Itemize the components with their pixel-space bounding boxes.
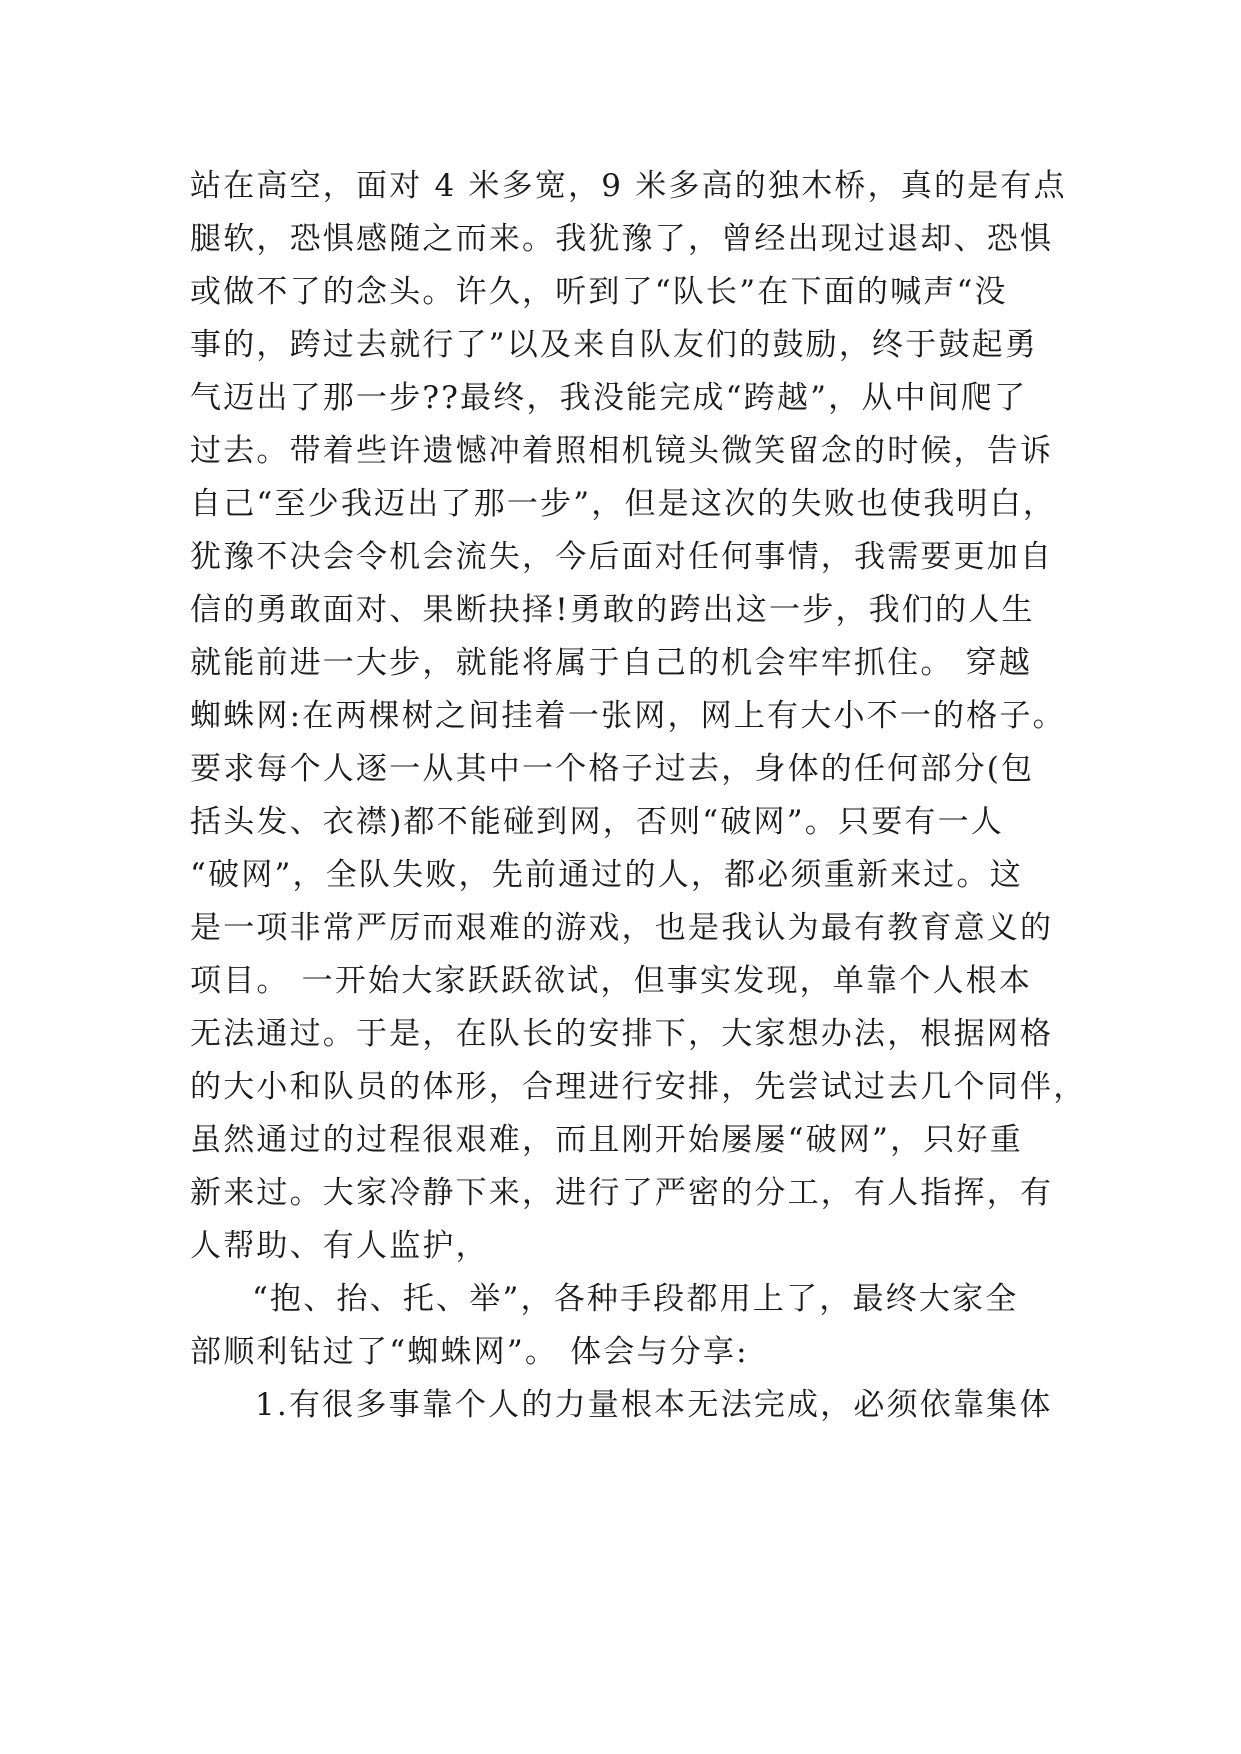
- text-line: 蜘蛛网:在两棵树之间挂着一张网，网上有大小不一的格子。: [190, 698, 1066, 734]
- text-line: 要求每个人逐一从其中一个格子过去，身体的任何部分(包: [190, 751, 1035, 787]
- text-line: 自己“至少我迈出了那一步”，但是这次的失败也使我明白，: [190, 486, 1057, 522]
- body-text: [190, 160, 1087, 1432]
- text-line: 是一项非常严厉而艰难的游戏，也是我认为最有教育意义的: [190, 910, 1054, 946]
- text-line: 信的勇敢面对、果断抉择!勇敢的跨出这一步，我们的人生: [190, 592, 1035, 628]
- text-line: 虽然通过的过程很艰难，而且刚开始屡屡“破网”，只好重: [190, 1122, 1023, 1158]
- text-line: 括头发、衣襟)都不能碰到网，否则“破网”。只要有一人: [190, 804, 1004, 840]
- text-line: 的大小和队员的体形，合理进行安排，先尝试过去几个同伴，: [190, 1069, 1087, 1105]
- text-line: 过去。带着些许遗憾冲着照相机镜头微笑留念的时候，告诉: [190, 433, 1054, 469]
- text-line: 气迈出了那一步??最终，我没能完成“跨越”，从中间爬了: [190, 380, 1028, 416]
- text-line: “破网”，全队失败，先前通过的人，都必须重新来过。这: [190, 857, 1023, 893]
- list-item-line: 1.有很多事靠个人的力量根本无法完成，必须依靠集体: [255, 1387, 1053, 1423]
- paragraph-line: “抱、抬、托、举”，各种手段都用上了，最终大家全: [252, 1281, 1019, 1317]
- text-line: 腿软，恐惧感随之而来。我犹豫了，曾经出现过退却、恐惧: [190, 221, 1054, 257]
- text-line: 新来过。大家冷静下来，进行了严密的分工，有人指挥，有: [190, 1175, 1054, 1211]
- text-line: 站在高空，面对 4 米多宽，9 米多高的独木桥，真的是有点: [190, 168, 1067, 204]
- text-line: 就能前进一大步，就能将属于自己的机会牢牢抓住。 穿越: [190, 645, 1033, 681]
- text-line: 犹豫不决会令机会流失，今后面对任何事情，我需要更加自: [190, 539, 1054, 575]
- text-line: 事的，跨过去就行了”以及来自队友们的鼓励，终于鼓起勇: [190, 327, 1039, 363]
- text-line: 人帮助、有人监护，: [190, 1228, 489, 1264]
- text-line: 无法通过。于是，在队长的安排下，大家想办法，根据网格: [190, 1016, 1054, 1052]
- text-line: 或做不了的念头。许久，听到了“队长”在下面的喊声“没: [190, 274, 1008, 310]
- paragraph-line: 部顺利钻过了“蜘蛛网”。 体会与分享:: [190, 1334, 749, 1370]
- text-line: 项目。 一开始大家跃跃欲试，但事实发现，单靠个人根本: [190, 963, 1033, 999]
